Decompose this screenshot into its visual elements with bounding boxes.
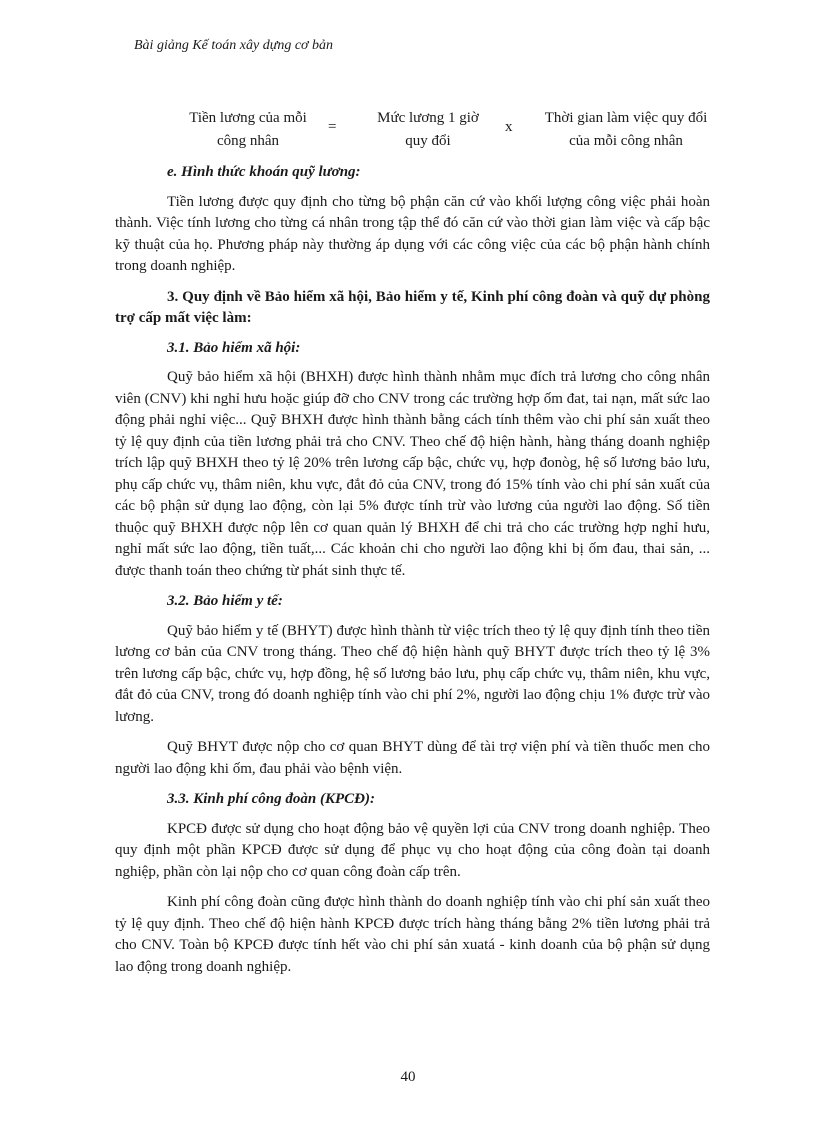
- formula-right-line2: của mỗi công nhân: [569, 133, 683, 149]
- paragraph-union-fee-rate: Kinh phí công đoàn cũng được hình thành do doanh nghiệp tính vào chi phí sản xuất theo tỷ lệ quy định. Theo chế độ hiện hành KPCĐ được trích hàng tháng bằng 2% tiền lương phải trả cho CNV. Toàn bộ KPCĐ được tính hết vào chi phí sản xuatá - kinh doanh của bộ phận sử dụng lao động trong doanh nghiệp.: [115, 894, 710, 975]
- paragraph-health-insurance-use: Quỹ BHYT được nộp cho cơ quan BHYT dùng để tài trợ viện phí và tiền thuốc men cho người lao động khi ốm, đau phải vào bệnh viện.: [115, 739, 710, 777]
- heading-e-salary-fund-contract: e. Hình thức khoán quỹ lương:: [167, 164, 361, 180]
- heading-3-3-union-fee: 3.3. Kinh phí công đoàn (KPCĐ):: [167, 791, 375, 807]
- running-header: Bài giảng Kế toán xây dựng cơ bản: [134, 38, 334, 53]
- paragraph-union-fee-purpose: KPCĐ được sử dụng cho hoạt động bảo vệ quyền lợi của CNV trong doanh nghiệp. Theo quy định một phần KPCĐ được sử dụng để phục vụ cho hoạt động của công đoàn tại doanh nghiệp, phần còn lại nộp cho cơ quan công đoàn cấp trên.: [115, 820, 710, 880]
- formula-left-line2: công nhân: [216, 133, 280, 149]
- paragraph-social-insurance: Quỹ bảo hiểm xã hội (BHXH) được hình thành nhằm mục đích trả lương cho công nhân viên (CNV) khi nghỉ hưu hoặc giúp đỡ cho CNV trong các trường hợp ốm đat, tai nạn, mất sức lao động phải nghỉ việc... Quỹ BHXH được hình thành bằng cách tính thêm vào chi phí sản xuất theo tỷ lệ quy định của tiền lương phải trả cho CNV. Theo chế độ hiện hành, hàng tháng doanh nghiệp trích lập quỹ BHXH theo tỷ lệ 20% trên lương cấp bậc, chức vụ, hợp đonòg, hệ số lương bảo lưu, phụ cấp chức vụ, thâm niên, khu vực, đắt đỏ của CNV, trong đó 15% tính vào chi phí sản xuất của các bộ phận sử dụng lao động, còn lại 5% được tính trừ vào lương của người lao động. Số tiền thuộc quỹ BHXH được nộp lên cơ quan quản lý BHXH để chi trả cho các trường hợp nghỉ hưu, nghỉ mất sức lao động, tiền tuất,... Các khoản chi cho người lao động khi bị ốm đau, thai sản, ... được thanh toán theo chứng từ phát sinh thực tế.: [115, 369, 710, 579]
- formula-times-sign: x: [505, 119, 513, 135]
- heading-3-1-social-insurance: 3.1. Bảo hiểm xã hội:: [167, 339, 301, 356]
- formula-middle-line2: quy đổi: [405, 133, 451, 149]
- formula-middle-term: [358, 107, 498, 153]
- formula-right-term: [528, 107, 724, 153]
- formula-right-line1: Thời gian làm việc quy đổi: [544, 110, 708, 126]
- formula-equals-sign: =: [328, 119, 337, 135]
- page-number: 40: [400, 1069, 416, 1085]
- formula-left-term: [178, 107, 318, 153]
- formula-middle-line1: Mức lương 1 giờ: [377, 110, 479, 126]
- salary-formula: [0, 107, 816, 153]
- heading-3-2-health-insurance: 3.2. Bảo hiểm y tế:: [167, 593, 283, 609]
- document-body: [115, 162, 710, 987]
- section-heading-3-insurance-regulations: 3. Quy định về Bảo hiểm xã hội, Bảo hiểm y tế, Kinh phí công đoàn và quỹ dự phòng trợ cấp mất việc làm:: [115, 288, 710, 326]
- formula-left-line1: Tiền lương của mỗi: [189, 110, 307, 126]
- paragraph-health-insurance-rate: Quỹ bảo hiểm y tế (BHYT) được hình thành từ việc trích theo tỷ lệ quy định tính theo tiền lương cơ bản của CNV trong tháng. Theo chế độ hiện hành quỹ BHYT được trích theo tỷ lệ 3% trên lương cấp bậc, chức vụ, hợp đồng, hệ số lương bảo lưu, phụ cấp chức vụ, thâm niên, khu vực, đắt đỏ của CNV, trong đó doanh nghiệp tính vào chi phí 2%, người lao động chịu 1% được trừ vào lương.: [115, 622, 710, 725]
- paragraph-salary-fund-contract: Tiền lương được quy định cho từng bộ phận căn cứ vào khối lượng công việc phải hoàn thành. Việc tính lương cho từng cá nhân trong tập thể đó căn cứ vào thời gian làm việc và cấp bậc kỹ thuật của họ. Phương pháp này thường áp dụng với các công việc của các bộ phận hành chính trong doanh nghiệp.: [115, 193, 710, 274]
